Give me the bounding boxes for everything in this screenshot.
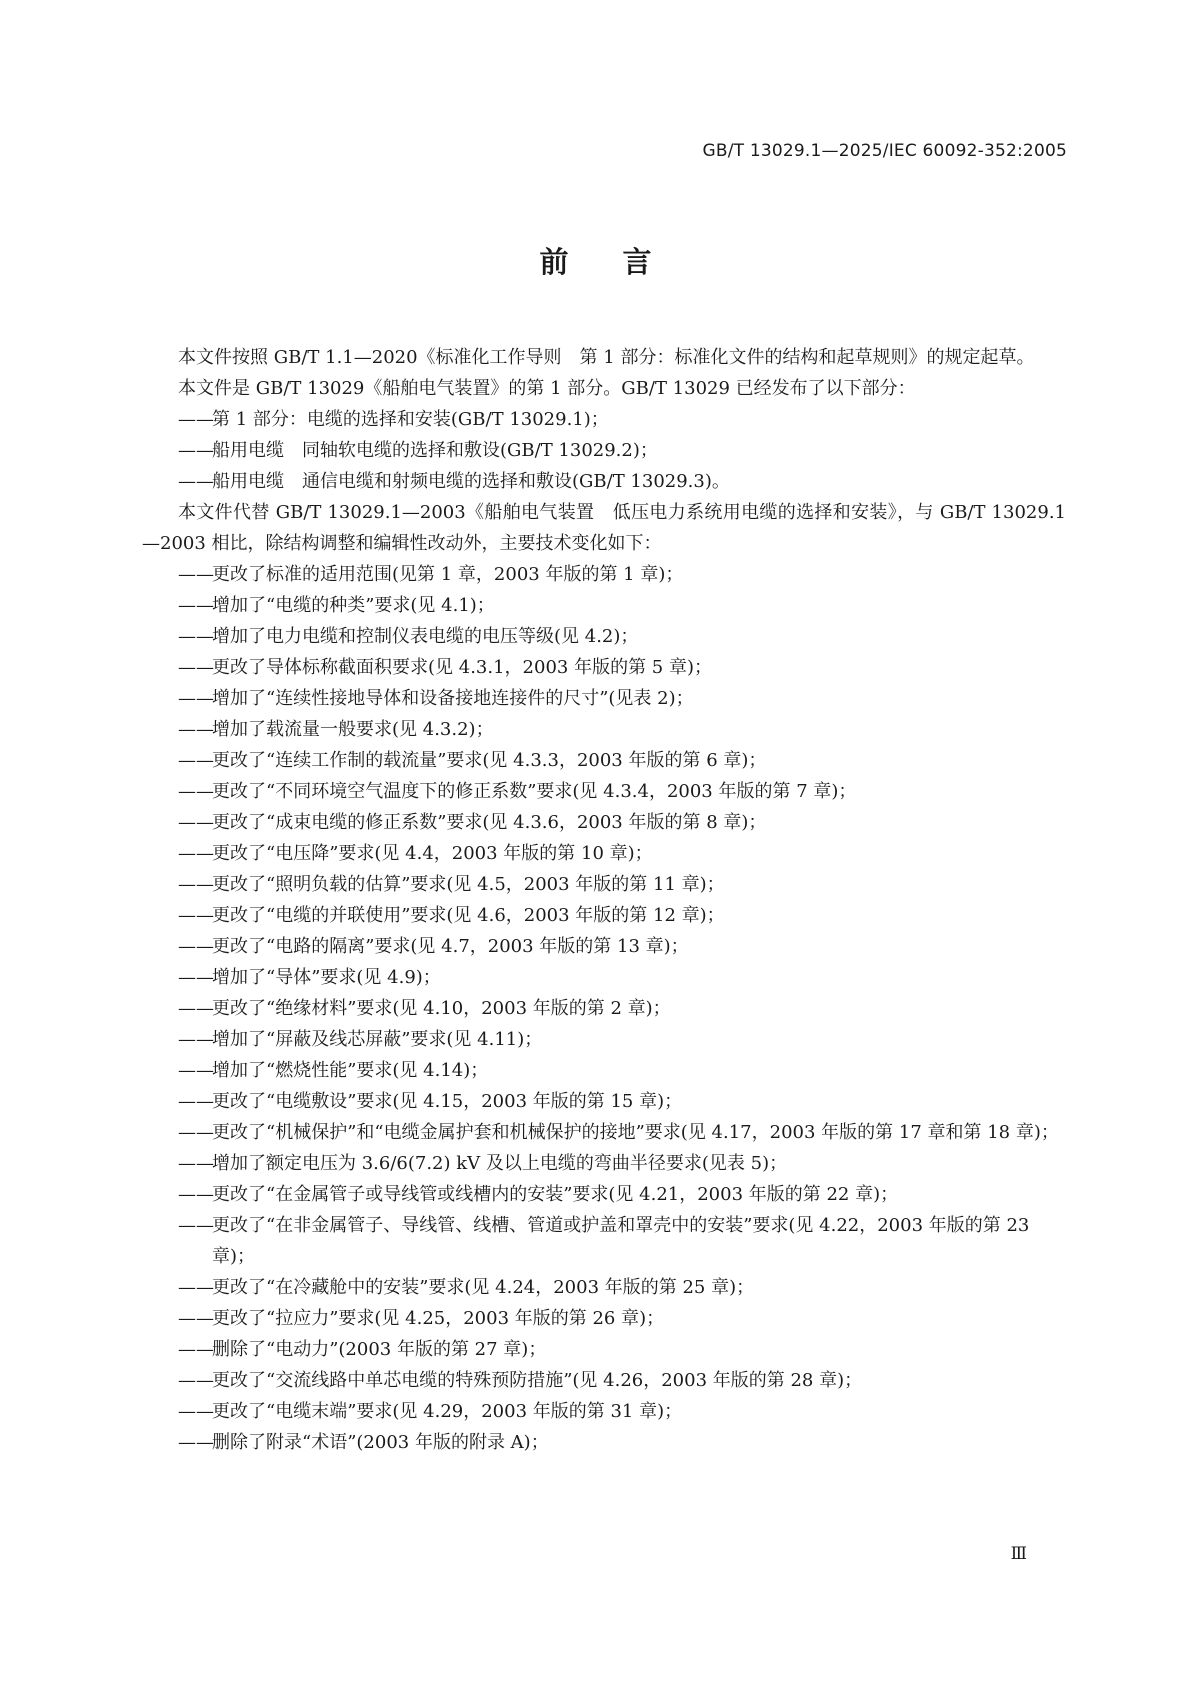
list-item-text: 删除了“电动力”(2003 年版的第 27 章)； <box>212 1339 547 1360</box>
list-item <box>142 683 1066 714</box>
list-item-text: 更改了“绝缘材料”要求(见 4.10，2003 年版的第 2 章)； <box>212 998 671 1019</box>
list-item <box>142 745 1066 776</box>
list-item-text: 更改了“不同环境空气温度下的修正系数”要求(见 4.3.4，2003 年版的第 7 章)； <box>212 781 857 802</box>
list-item-text: 船用电缆 通信电缆和射频电缆的选择和敷设(GB/T 13029.3)。 <box>212 471 730 492</box>
list-item-text: 增加了“屏蔽及线芯屏蔽”要求(见 4.11)； <box>212 1029 543 1050</box>
list-dash: —— <box>178 1029 214 1050</box>
list-dash: —— <box>178 440 214 461</box>
list-item <box>142 1086 1066 1117</box>
list-item <box>142 621 1066 652</box>
list-item-text: 增加了电力电缆和控制仪表电缆的电压等级(见 4.2)； <box>212 626 639 647</box>
list-dash: —— <box>178 1339 214 1360</box>
list-dash: —— <box>178 750 214 771</box>
list-item <box>142 1024 1066 1055</box>
list-item <box>142 652 1066 683</box>
list-dash: —— <box>178 967 214 988</box>
list-item <box>142 1396 1066 1427</box>
list-item <box>142 900 1066 931</box>
list-item <box>142 993 1066 1024</box>
list-item-text: 删除了附录“术语”(2003 年版的附录 A)； <box>212 1432 549 1453</box>
list-item-text: 更改了“交流线路中单芯电缆的特殊预防措施”(见 4.26，2003 年版的第 28 章)； <box>212 1370 863 1391</box>
list-dash: —— <box>178 781 214 802</box>
list-item <box>142 1365 1066 1396</box>
list-item <box>142 869 1066 900</box>
document-body <box>142 342 1066 1458</box>
list-item-text: 增加了“连续性接地导体和设备接地连接件的尺寸”(见表 2)； <box>212 688 694 709</box>
standard-code-header: GB/T 13029.1—2025/IEC 60092-352:2005 <box>702 141 1067 161</box>
list-item <box>142 590 1066 621</box>
list-item <box>142 404 1066 435</box>
paragraph-series-parts: 本文件是 GB/T 13029《船舶电气装置》的第 1 部分。GB/T 13029 已经发布了以下部分： <box>178 378 916 399</box>
page-title: 前言 <box>539 245 706 279</box>
list-item <box>142 714 1066 745</box>
list-item <box>142 1148 1066 1179</box>
list-item-text: 更改了“在非金属管子、导线管、线槽、管道或护盖和罩壳中的安装”要求(见 4.22，2003 年版的第 23 章)； <box>212 1215 1030 1267</box>
list-dash: —— <box>178 1060 214 1081</box>
list-item <box>142 807 1066 838</box>
page-number: Ⅲ <box>1010 1544 1027 1564</box>
list-dash: —— <box>178 1401 214 1422</box>
list-dash: —— <box>178 1091 214 1112</box>
list-item-text: 更改了“电缆的并联使用”要求(见 4.6，2003 年版的第 12 章)； <box>212 905 725 926</box>
list-item-text: 更改了“电缆敷设”要求(见 4.15，2003 年版的第 15 章)； <box>212 1091 683 1112</box>
list-item-text: 更改了“拉应力”要求(见 4.25，2003 年版的第 26 章)； <box>212 1308 665 1329</box>
list-item <box>142 962 1066 993</box>
list-item <box>142 1055 1066 1086</box>
list-item-text: 更改了导体标称截面积要求(见 4.3.1，2003 年版的第 5 章)； <box>212 657 712 678</box>
list-item-text: 更改了“机械保护”和“电缆金属护套和机械保护的接地”要求(见 4.17，2003 年版的第 17 章和第 18 章)； <box>212 1122 1059 1143</box>
list-dash: —— <box>178 595 214 616</box>
changes-list <box>142 559 1066 1458</box>
list-item-text: 增加了载流量一般要求(见 4.3.2)； <box>212 719 494 740</box>
list-item <box>142 1179 1066 1210</box>
list-item-text: 增加了额定电压为 3.6/6(7.2) kV 及以上电缆的弯曲半径要求(见表 5)； <box>212 1153 788 1174</box>
list-item-text: 更改了“在冷藏舱中的安装”要求(见 4.24，2003 年版的第 25 章)； <box>212 1277 755 1298</box>
list-item-text: 更改了“连续工作制的载流量”要求(见 4.3.3，2003 年版的第 6 章)； <box>212 750 767 771</box>
list-dash: —— <box>178 998 214 1019</box>
list-dash: —— <box>178 1432 214 1453</box>
list-dash: —— <box>178 843 214 864</box>
paragraph-replacement: 本文件代替 GB/T 13029.1—2003《船舶电气装置 低压电力系统用电缆的选择和安装》，与 GB/T 13029.1—2003 相比，除结构调整和编辑性改动外，主要技术变化如下： <box>142 502 1066 554</box>
paragraph-drafting-basis: 本文件按照 GB/T 1.1—2020《标准化工作导则 第 1 部分：标准化文件的结构和起草规则》的规定起草。 <box>178 347 1035 368</box>
list-item-text: 增加了“燃烧性能”要求(见 4.14)； <box>212 1060 489 1081</box>
list-item-text: 更改了标准的适用范围(见第 1 章，2003 年版的第 1 章)； <box>212 564 684 585</box>
list-item-text: 更改了“成束电缆的修正系数”要求(见 4.3.6，2003 年版的第 8 章)； <box>212 812 767 833</box>
list-dash: —— <box>178 1184 214 1205</box>
list-dash: —— <box>178 936 214 957</box>
list-dash: —— <box>178 688 214 709</box>
list-dash: —— <box>178 1122 214 1143</box>
list-item-text: 增加了“导体”要求(见 4.9)； <box>212 967 441 988</box>
list-item <box>142 838 1066 869</box>
list-item <box>142 931 1066 962</box>
list-dash: —— <box>178 1215 214 1236</box>
list-item <box>142 1117 1066 1148</box>
list-dash: —— <box>178 1308 214 1329</box>
list-item-text: 第 1 部分：电缆的选择和安装(GB/T 13029.1)； <box>212 409 609 430</box>
list-item <box>142 1334 1066 1365</box>
list-item-text: 更改了“电路的隔离”要求(见 4.7，2003 年版的第 13 章)； <box>212 936 689 957</box>
list-dash: —— <box>178 719 214 740</box>
list-item <box>142 1272 1066 1303</box>
list-dash: —— <box>178 874 214 895</box>
list-dash: —— <box>178 657 214 678</box>
list-dash: —— <box>178 1277 214 1298</box>
list-item-text: 更改了“照明负载的估算”要求(见 4.5，2003 年版的第 11 章)； <box>212 874 725 895</box>
list-item-text: 更改了“电压降”要求(见 4.4，2003 年版的第 10 章)； <box>212 843 653 864</box>
list-item-text: 更改了“在金属管子或导线管或线槽内的安装”要求(见 4.21，2003 年版的第 22 章)； <box>212 1184 899 1205</box>
list-dash: —— <box>178 905 214 926</box>
list-dash: —— <box>178 1153 214 1174</box>
list-item <box>142 1303 1066 1334</box>
list-item <box>142 435 1066 466</box>
list-dash: —— <box>178 564 214 585</box>
list-item-text: 增加了“电缆的种类”要求(见 4.1)； <box>212 595 495 616</box>
list-dash: —— <box>178 409 214 430</box>
list-item <box>142 1427 1066 1458</box>
list-item <box>142 776 1066 807</box>
list-dash: —— <box>178 471 214 492</box>
list-dash: —— <box>178 1370 214 1391</box>
list-item <box>142 1210 1066 1272</box>
list-item-text: 船用电缆 同轴软电缆的选择和敷设(GB/T 13029.2)； <box>212 440 658 461</box>
list-item <box>142 466 1066 497</box>
list-item-text: 更改了“电缆末端”要求(见 4.29，2003 年版的第 31 章)； <box>212 1401 683 1422</box>
list-dash: —— <box>178 812 214 833</box>
parts-list <box>142 404 1066 497</box>
list-dash: —— <box>178 626 214 647</box>
list-item <box>142 559 1066 590</box>
